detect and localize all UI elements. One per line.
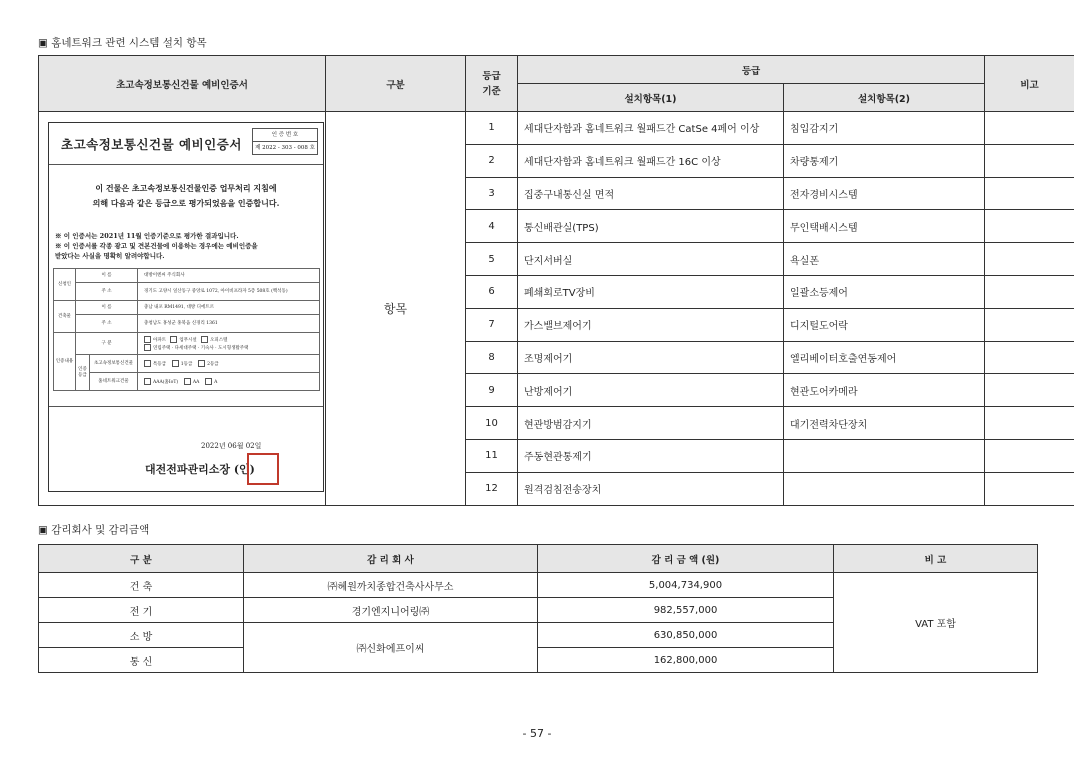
row-number: 12 bbox=[466, 472, 518, 505]
cert-statement bbox=[49, 181, 323, 211]
cert-note1: ※ 이 인증서는 2021년 11월 인증기준으로 평가한 결과입니다. bbox=[55, 232, 239, 240]
item1-cell: 가스밸브제어기 bbox=[518, 308, 784, 341]
sup-header-amount: 감 리 금 액 (원) bbox=[538, 545, 834, 573]
sup-row-company: 경기엔지니어링㈜ bbox=[244, 598, 538, 623]
cert-type2: 업무시설 bbox=[179, 337, 197, 343]
header-cert: 초고속정보통신건물 예비인증서 bbox=[39, 56, 326, 112]
cert-content: 인증내용 bbox=[54, 333, 76, 391]
header-item1: 설치항목(1) bbox=[518, 84, 784, 112]
item1-cell: 조명제어기 bbox=[518, 341, 784, 374]
row-number: 11 bbox=[466, 439, 518, 472]
section1-title: ▣ 홈네트워크 관련 시스템 설치 항목 bbox=[38, 37, 207, 49]
remark-cell bbox=[985, 112, 1074, 145]
cert-g1-label: 초고속정보통신건물 bbox=[90, 355, 138, 373]
item1-cell: 주동현관통제기 bbox=[518, 439, 784, 472]
header-grade-std: 등급 기준 bbox=[466, 56, 518, 112]
remark-cell bbox=[985, 177, 1074, 210]
remark-cell bbox=[985, 275, 1074, 308]
item1-cell: 단지서버실 bbox=[518, 243, 784, 276]
item1-cell: 원격검침전송장치 bbox=[518, 472, 784, 505]
sup-row-category: 통 신 bbox=[39, 648, 244, 673]
sup-row-category: 전 기 bbox=[39, 598, 244, 623]
row-number: 7 bbox=[466, 308, 518, 341]
sup-row-amount: 162,800,000 bbox=[538, 648, 834, 673]
sup-remark: VAT 포함 bbox=[834, 573, 1038, 673]
sup-row-company: ㈜혜원까치종합건축사사무소 bbox=[244, 573, 538, 598]
cert-divider bbox=[49, 164, 323, 165]
remark-cell bbox=[985, 243, 1074, 276]
item1-cell: 집중구내통신실 면적 bbox=[518, 177, 784, 210]
item2-cell: 디지털도어락 bbox=[784, 308, 985, 341]
row-number: 3 bbox=[466, 177, 518, 210]
category-cell: 항목 bbox=[326, 112, 466, 506]
header-category: 구분 bbox=[326, 56, 466, 112]
cert-g1b: 1등급 bbox=[180, 361, 193, 367]
cert-type-label: 구 분 bbox=[76, 333, 138, 355]
row-number: 9 bbox=[466, 374, 518, 407]
remark-cell bbox=[985, 439, 1074, 472]
cert-issuer: 대전전파관리소장 (인) bbox=[145, 463, 255, 476]
cert-g2c: A bbox=[214, 379, 218, 385]
cert-g2a: AAA(홈IoT) bbox=[153, 379, 179, 385]
cert-app-addr: 경기도 고양시 일산동구 중앙로 1072, 아이비프라자 5층 508호 (백석동) bbox=[138, 283, 320, 301]
cert-g1a: 특등급 bbox=[153, 361, 167, 367]
item2-cell: 일괄소등제어 bbox=[784, 275, 985, 308]
cert-addr-label: 주 소 bbox=[76, 283, 138, 301]
header-grade: 등급 bbox=[518, 56, 985, 84]
row-number: 4 bbox=[466, 210, 518, 243]
cert-g2-options bbox=[138, 373, 320, 391]
row-number: 8 bbox=[466, 341, 518, 374]
item2-cell: 현관도어카메라 bbox=[784, 374, 985, 407]
item2-cell: 엘리베이터호출연동제어 bbox=[784, 341, 985, 374]
header-remark: 비고 bbox=[985, 56, 1074, 112]
cert-divider-bottom bbox=[49, 406, 323, 407]
cert-title: 초고속정보통신건물 예비인증서 bbox=[61, 137, 242, 152]
official-seal-stamp bbox=[247, 453, 279, 485]
remark-cell bbox=[985, 472, 1074, 505]
cert-applicant: 신청인 bbox=[54, 269, 76, 301]
cert-type3: 오피스텔 bbox=[210, 337, 228, 343]
item2-cell: 침입감지기 bbox=[784, 112, 985, 145]
remark-cell bbox=[985, 210, 1074, 243]
sup-row-amount: 982,557,000 bbox=[538, 598, 834, 623]
remark-cell bbox=[985, 407, 1074, 440]
remark-cell bbox=[985, 374, 1074, 407]
cert-number-value: 제 2022 - 303 - 008 호 bbox=[253, 141, 317, 154]
row-number: 10 bbox=[466, 407, 518, 440]
supervision-table bbox=[38, 544, 1038, 673]
sup-row-category: 건 축 bbox=[39, 573, 244, 598]
item2-cell: 차량통제기 bbox=[784, 144, 985, 177]
item1-cell: 세대단자함과 홈네트워크 월패드간 16C 이상 bbox=[518, 144, 784, 177]
cert-bld-name-label: 이 름 bbox=[76, 301, 138, 315]
item2-cell: 대기전력차단장치 bbox=[784, 407, 985, 440]
cert-bld-name: 충남 내포 RM1491, 대방 디에트르 bbox=[138, 301, 320, 315]
cert-stmt-line1: 이 건물은 초고속정보통신건물인증 업무처리 지침에 bbox=[95, 183, 277, 193]
remark-cell bbox=[985, 308, 1074, 341]
sup-row-amount: 630,850,000 bbox=[538, 623, 834, 648]
certificate-image bbox=[48, 122, 324, 492]
item1-cell: 세대단자함과 홈네트워크 월패드간 CatSe 4페어 이상 bbox=[518, 112, 784, 145]
cert-building: 건축물 bbox=[54, 301, 76, 333]
cert-date: 2022년 06월 02일 bbox=[201, 442, 262, 450]
row-number: 5 bbox=[466, 243, 518, 276]
sup-header-category: 구 분 bbox=[39, 545, 244, 573]
item2-cell bbox=[784, 472, 985, 505]
cert-stmt-line2: 의해 다음과 같은 등급으로 평가되었음을 인증합니다. bbox=[92, 198, 280, 208]
cert-bld-addr: 충청남도 홍성군 홍북읍 신경리 1361 bbox=[138, 315, 320, 333]
cert-g1c: 2등급 bbox=[207, 361, 219, 367]
item1-cell: 현관방범감지기 bbox=[518, 407, 784, 440]
section2-title: ▣ 감리회사 및 감리금액 bbox=[38, 524, 150, 536]
item2-cell bbox=[784, 439, 985, 472]
cert-type-options bbox=[138, 333, 320, 355]
row-number: 2 bbox=[466, 144, 518, 177]
item2-cell: 무인택배시스템 bbox=[784, 210, 985, 243]
item1-cell: 난방제어기 bbox=[518, 374, 784, 407]
remark-cell bbox=[985, 341, 1074, 374]
item1-cell: 폐쇄회로TV장비 bbox=[518, 275, 784, 308]
cert-notes bbox=[55, 231, 258, 261]
sup-header-remark: 비 고 bbox=[834, 545, 1038, 573]
item2-cell: 전자경비시스템 bbox=[784, 177, 985, 210]
sup-row-category: 소 방 bbox=[39, 623, 244, 648]
item2-cell: 욕실폰 bbox=[784, 243, 985, 276]
cert-grade-label: 인증등급 bbox=[76, 355, 90, 391]
cert-type4: 연립주택 · 다세대주택 · 기숙사 · 도시형생활주택 bbox=[153, 345, 249, 351]
item1-cell: 통신배관실(TPS) bbox=[518, 210, 784, 243]
cert-g1-options bbox=[138, 355, 320, 373]
cert-table bbox=[53, 268, 319, 391]
cert-type1: 아파트 bbox=[153, 337, 167, 343]
cert-number-box bbox=[252, 128, 318, 155]
cert-g2-label: 홈네트워크건물 bbox=[90, 373, 138, 391]
header-item2: 설치항목(2) bbox=[784, 84, 985, 112]
sup-header-company: 감 리 회 사 bbox=[244, 545, 538, 573]
cert-bld-addr-label: 주 소 bbox=[76, 315, 138, 333]
remark-cell bbox=[985, 144, 1074, 177]
cert-name-label: 이 름 bbox=[76, 269, 138, 283]
cert-note3: 받았다는 사실을 명확히 알려야합니다. bbox=[55, 252, 165, 260]
cert-number-label: 인 증 번 호 bbox=[271, 132, 299, 138]
row-number: 6 bbox=[466, 275, 518, 308]
row-number: 1 bbox=[466, 112, 518, 145]
sup-row-amount: 5,004,734,900 bbox=[538, 573, 834, 598]
sup-row-company: ㈜신화에프이씨 bbox=[244, 623, 538, 673]
page-number: - 57 - bbox=[522, 727, 552, 740]
cert-note2: ※ 이 인증서를 각종 광고 및 견본건물에 이용하는 경우에는 예비인증을 bbox=[55, 242, 258, 250]
cert-app-name: 대방이엔씨 주식회사 bbox=[138, 269, 320, 283]
cert-g2b: AA bbox=[192, 379, 200, 385]
